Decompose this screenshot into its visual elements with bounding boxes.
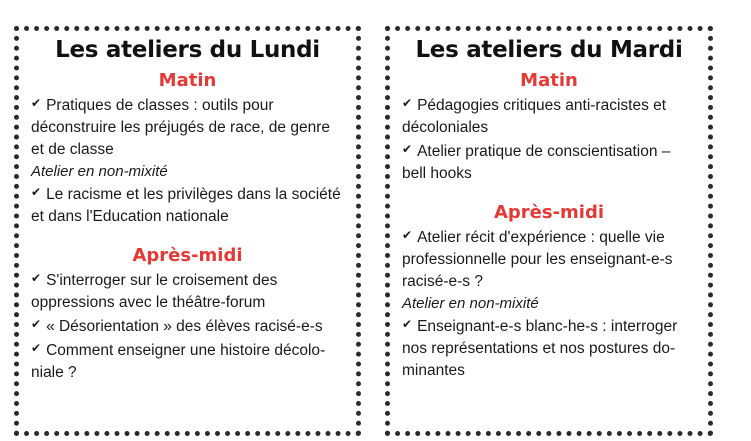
list-item bbox=[402, 141, 696, 185]
list-item bbox=[402, 227, 696, 293]
item-text: S'interroger sur le croisement des oppressions avec le théâtre-forum bbox=[31, 272, 278, 311]
list-item bbox=[31, 316, 344, 338]
check-icon: ✔ bbox=[402, 228, 413, 242]
item-text: Enseignant-e-s blanc-he-s : interroger nos représentations et nos postures dominantes bbox=[402, 318, 678, 379]
check-icon: ✔ bbox=[31, 271, 42, 285]
list-item bbox=[31, 184, 344, 228]
check-icon: ✔ bbox=[402, 317, 413, 331]
tuesday-afternoon-title: Après-midi bbox=[493, 202, 605, 223]
list-item bbox=[31, 95, 344, 161]
list-item bbox=[31, 340, 344, 384]
tuesday-morning-title: Matin bbox=[520, 70, 578, 91]
check-icon: ✔ bbox=[31, 96, 42, 110]
check-icon: ✔ bbox=[31, 317, 42, 331]
item-note: Atelier en non-mixité bbox=[31, 163, 168, 180]
monday-afternoon-title: Après-midi bbox=[132, 245, 243, 266]
list-item bbox=[31, 270, 344, 314]
list-item bbox=[402, 316, 696, 382]
item-text: Atelier pratique de conscientisation – bell hooks bbox=[402, 143, 671, 182]
check-icon: ✔ bbox=[402, 96, 413, 110]
tuesday-title: Les ateliers du Mardi bbox=[415, 37, 683, 63]
monday-morning-title: Matin bbox=[158, 70, 217, 91]
monday-card bbox=[14, 26, 361, 436]
list-item bbox=[402, 95, 696, 139]
check-icon: ✔ bbox=[31, 341, 42, 355]
item-text: Comment enseigner une histoire décoloniale ? bbox=[31, 342, 326, 381]
item-text: Le racisme et les privilèges dans la société et dans l'Education nationale bbox=[31, 186, 341, 225]
tuesday-card bbox=[385, 26, 713, 436]
item-text: Pratiques de classes : outils pour déconstruire les préjugés de race, de genre et de classe bbox=[31, 97, 330, 158]
check-icon: ✔ bbox=[31, 185, 42, 199]
monday-title: Les ateliers du Lundi bbox=[55, 37, 320, 63]
item-text: Atelier récit d'expérience : quelle vie professionnelle pour les enseignant-e-s racisé-e-s ? bbox=[402, 229, 673, 290]
item-text: Pédagogies critiques anti-racistes et décoloniales bbox=[402, 97, 667, 136]
item-note: Atelier en non-mixité bbox=[402, 295, 539, 312]
item-text: « Désorientation » des élèves racisé-e-s bbox=[46, 318, 323, 335]
check-icon: ✔ bbox=[402, 142, 413, 156]
